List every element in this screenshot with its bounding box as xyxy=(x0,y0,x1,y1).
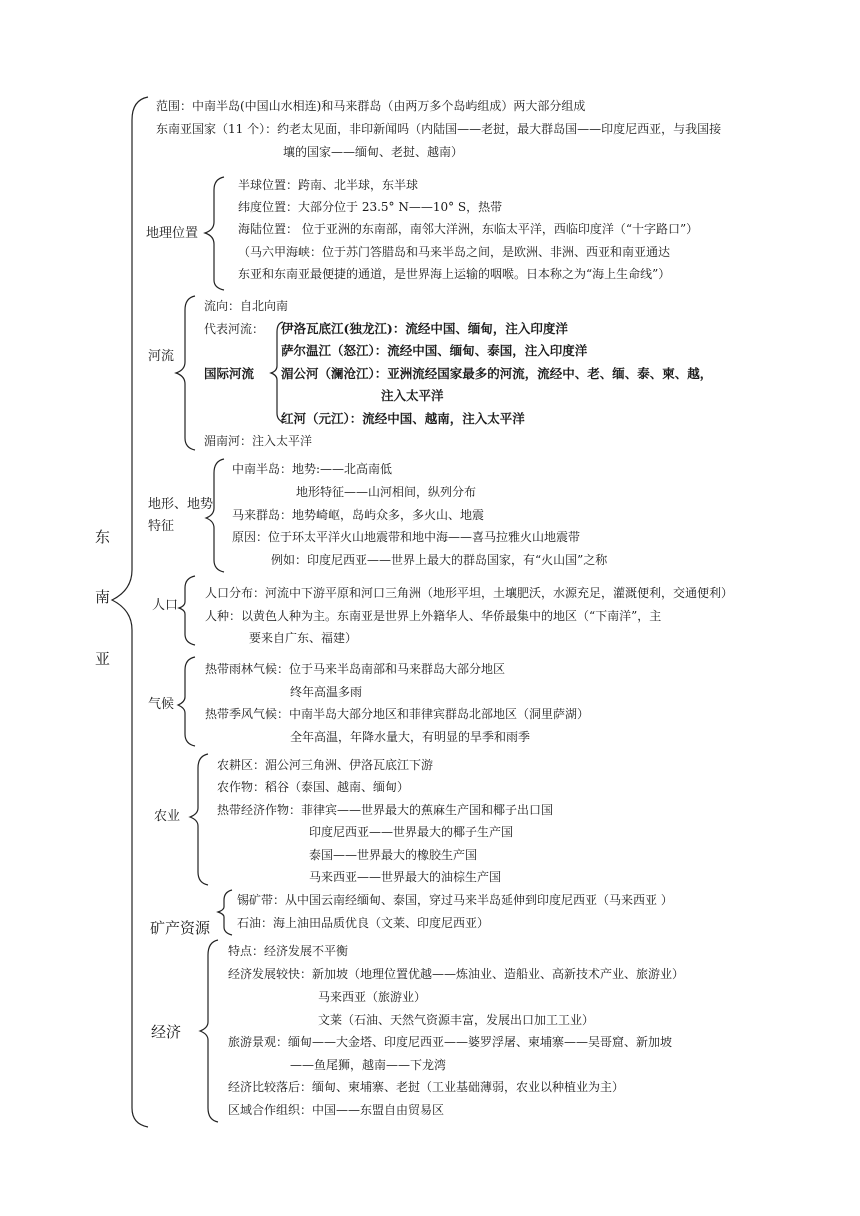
economy-fast-1: 经济发展较快：新加坡（地理位置优越——炼油业、造船业、高新技术产业、旅游业） xyxy=(228,967,685,981)
title-char-1: 东 xyxy=(95,528,111,546)
countries-line-1: 东南亚国家（11 个）：约老太见面，非印新闻吗（内陆国——老挝，最大群岛国——印度尼西亚，与我国接 xyxy=(156,122,722,136)
climate-rainforest-2: 终年高温多雨 xyxy=(290,685,363,699)
climate-rainforest-1: 热带雨林气候：位于马来半岛南部和马来群岛大部分地区 xyxy=(205,662,506,676)
terrain-indochina-2: 地形特征——山河相间，纵列分布 xyxy=(296,485,477,499)
economy-bracket xyxy=(200,940,218,1122)
river-mekong-1: 湄公河（澜沧江）：亚洲流经国家最多的河流，流经中、老、缅、泰、柬、越， xyxy=(281,366,713,381)
river-bracket xyxy=(176,296,195,450)
population-race-1: 人种：以黄色人种为主。东南亚是世界上外籍华人、华侨最集中的地区（“下南洋”，主 xyxy=(205,609,662,623)
terrain-label-2: 特征 xyxy=(148,519,175,534)
minerals-label: 矿产资源 xyxy=(150,919,211,937)
countries-line-2: 壤的国家——缅甸、老挝、越南） xyxy=(283,145,464,159)
agri-farmland: 农耕区：湄公河三角洲、伊洛瓦底江下游 xyxy=(217,758,434,772)
economy-fast-3: 文莱（石油、天然气资源丰富，发展出口加工工业） xyxy=(318,1013,595,1027)
geo-malacca-1: （马六甲海峡：位于苏门答腊岛和马来半岛之间，是欧洲、非洲、西亚和南亚通达 xyxy=(238,245,671,259)
main-bracket xyxy=(112,97,148,1127)
title-char-2: 南 xyxy=(95,588,111,606)
river-flow: 流向：自北向南 xyxy=(204,299,289,313)
economy-tourism-1: 旅游景观：缅甸——大金塔、印度尼西亚——婆罗浮屠、柬埔寨——吴哥窟、新加坡 xyxy=(228,1035,673,1049)
minerals-bracket xyxy=(218,890,232,935)
terrain-indochina-1: 中南半岛：地势:——北高南低 xyxy=(232,462,393,476)
minerals-tin: 锡矿带：从中国云南经缅甸、泰国，穿过马来半岛延伸到印度尼西亚（马来西亚 ） xyxy=(237,893,673,907)
range-line: 范围：中南半岛(中国山水相连)和马来群岛（由两万多个岛屿组成）两大部分组成 xyxy=(156,99,586,113)
geo-hemisphere: 半球位置：跨南、北半球，东半球 xyxy=(238,178,419,192)
agri-crops: 农作物：稻谷（泰国、越南、缅甸） xyxy=(217,780,410,794)
population-race-2: 要来自广东、福建） xyxy=(249,631,358,645)
climate-monsoon-2: 全年高温，年降水量大，有明显的旱季和雨季 xyxy=(290,730,531,744)
economy-cooperation: 区域合作组织：中国——东盟自由贸易区 xyxy=(228,1103,445,1117)
economy-label: 经济 xyxy=(151,1023,182,1041)
economy-tourism-2: ——鱼尾狮，越南——下龙湾 xyxy=(290,1058,447,1072)
title-char-3: 亚 xyxy=(95,650,111,668)
terrain-malay: 马来群岛：地势崎岖，岛屿众多，多火山、地震 xyxy=(232,508,485,522)
economy-feature: 特点：经济发展不平衡 xyxy=(228,944,349,958)
river-salween: 萨尔温江（怒江）：流经中国、缅甸、泰国，注入印度洋 xyxy=(281,343,588,358)
agri-cash-1: 热带经济作物：菲律宾——世界最大的蕉麻生产国和椰子出口国 xyxy=(217,803,554,817)
geo-sea-land: 海陆位置： 位于亚洲的东南部，南邻大洋洲，东临太平洋，西临印度洋（“十字路口”） xyxy=(238,222,699,236)
terrain-label-1: 地形、地势 xyxy=(148,497,214,512)
climate-bracket xyxy=(178,657,195,746)
geo-latitude: 纬度位置：大部分位于 23.5° N——10° S，热带 xyxy=(238,200,503,214)
intl-river-label: 国际河流 xyxy=(204,366,255,381)
agri-cash-4: 马来西亚——世界最大的油棕生产国 xyxy=(309,870,502,884)
agriculture-label: 农业 xyxy=(154,809,181,824)
population-bracket xyxy=(179,576,195,645)
terrain-cause: 原因：位于环太平洋火山地震带和地中海——喜马拉雅火山地震带 xyxy=(232,530,581,544)
economy-fast-2: 马来西亚（旅游业） xyxy=(318,990,427,1004)
river-red: 红河（元江）：流经中国、越南，注入太平洋 xyxy=(281,411,525,426)
river-irrawaddy: 伊洛瓦底江(独龙江)：流经中国、缅甸，注入印度洋 xyxy=(281,321,568,336)
geo-label: 地理位置 xyxy=(146,226,199,241)
economy-slow: 经济比较落后：缅甸、柬埔寨、老挝（工业基础薄弱，农业以种植业为主） xyxy=(228,1080,625,1094)
terrain-bracket xyxy=(206,459,224,572)
geo-malacca-2: 东亚和东南亚最便捷的通道，是世界海上运输的咽喉。日本称之为“海上生命线”） xyxy=(238,267,671,281)
river-label: 河流 xyxy=(148,349,175,364)
terrain-example: 例如：印度尼西亚——世界上最大的群岛国家，有“火山国”之称 xyxy=(271,553,608,567)
population-distribution: 人口分布：河流中下游平原和河口三角洲（地形平坦，土壤肥沃，水源充足，灌溉便利，交通便利） xyxy=(205,586,734,600)
agri-cash-3: 泰国——世界最大的橡胶生产国 xyxy=(309,848,478,862)
river-rep-label: 代表河流： xyxy=(204,322,265,336)
river-menam: 湄南河：注入太平洋 xyxy=(204,434,313,448)
geo-bracket xyxy=(205,177,224,290)
agriculture-bracket xyxy=(190,754,208,885)
climate-label: 气候 xyxy=(148,697,175,712)
minerals-oil: 石油：海上油田品质优良（文莱、印度尼西亚） xyxy=(237,916,490,930)
climate-monsoon-1: 热带季风气候：中南半岛大部分地区和菲律宾群岛北部地区（洞里萨湖） xyxy=(205,707,590,721)
agri-cash-2: 印度尼西亚——世界最大的椰子生产国 xyxy=(309,825,514,839)
population-label: 人口 xyxy=(152,598,179,613)
river-mekong-2: 注入太平洋 xyxy=(381,388,444,403)
